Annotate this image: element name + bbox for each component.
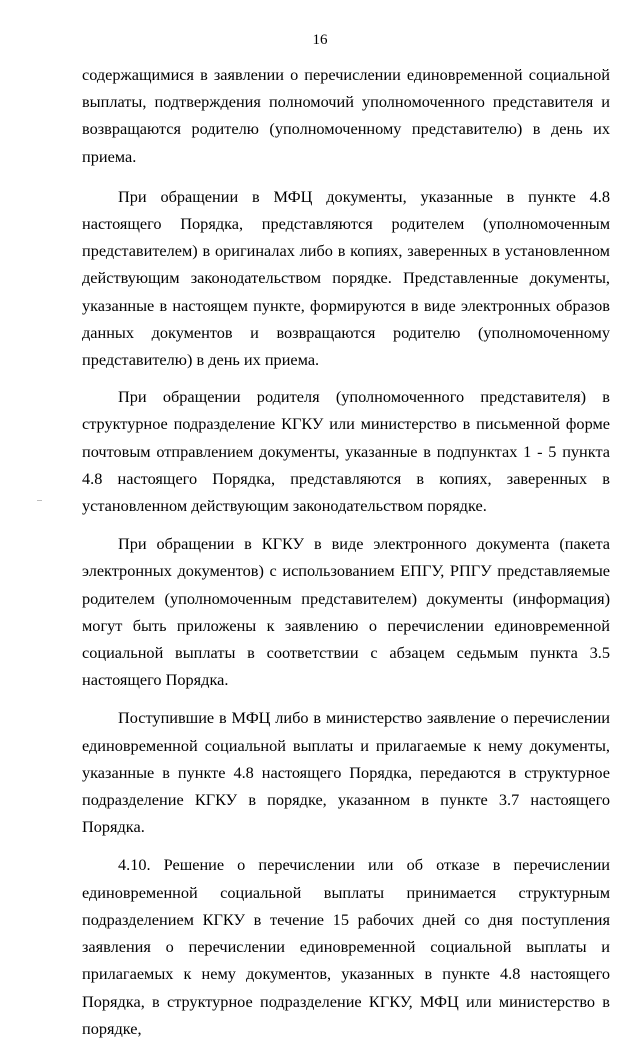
paragraph-3: При обращении родителя (уполномоченного представителя) в структурное подразделение КГКУ или министерство в письменной форме почтовым отправлением документы, указанные в подпунктах 1 - 5 пункта 4.8 настоящего Порядка, представляются в копиях, заверенных в установленном действующим законодательством порядке. <box>82 387 610 516</box>
page-number: 16 <box>312 32 328 48</box>
paragraph-5: Поступившие в МФЦ либо в министерство заявление о перечислении единовременной социальной выплаты и прилагаемые к нему документы, указанные в пункте 4.8 настоящего Порядка, передаются в структурное подразделение КГКУ в порядке, указанном в пункте 3.7 настоящего Порядка. <box>82 708 610 837</box>
margin-mark <box>37 500 42 501</box>
document-body <box>82 61 610 1042</box>
paragraph-6: 4.10. Решение о перечислении или об отказе в перечислении единовременной социальной выплаты принимается структурным подразделением КГКУ в течение 15 рабочих дней со дня поступления заявления о перечислении единовременной социальной выплаты и прилагаемых к нему документов, указанных в пункте 4.8 настоящего Порядка, в структурное подразделение КГКУ, МФЦ или министерство в порядке, <box>82 855 610 1038</box>
paragraph-4: При обращении в КГКУ в виде электронного документа (пакета электронных документов) с использованием ЕПГУ, РПГУ представляемые родителем (уполномоченным представителем) документы (информация) могут быть приложены к заявлению о перечислении единовременной социальной выплаты в соответствии с абзацем седьмым пункта 3.5 настоящего Порядка. <box>82 534 610 690</box>
paragraph-2: При обращении в МФЦ документы, указанные в пункте 4.8 настоящего Порядка, представляются родителем (уполномоченным представителем) в оригиналах либо в копиях, заверенных в установленном действующим законодательством порядке. Представленные документы, указанные в настоящем пункте, формируются в виде электронных образов данных документов и возвращаются родителю (уполномоченному представителю) в день их приема. <box>82 186 610 370</box>
paragraph-1: содержащимися в заявлении о перечислении единовременной социальной выплаты, подтверждения полномочий уполномоченного представителя и возвращаются родителю (уполномоченному представителю) в день их приема. <box>82 65 610 166</box>
